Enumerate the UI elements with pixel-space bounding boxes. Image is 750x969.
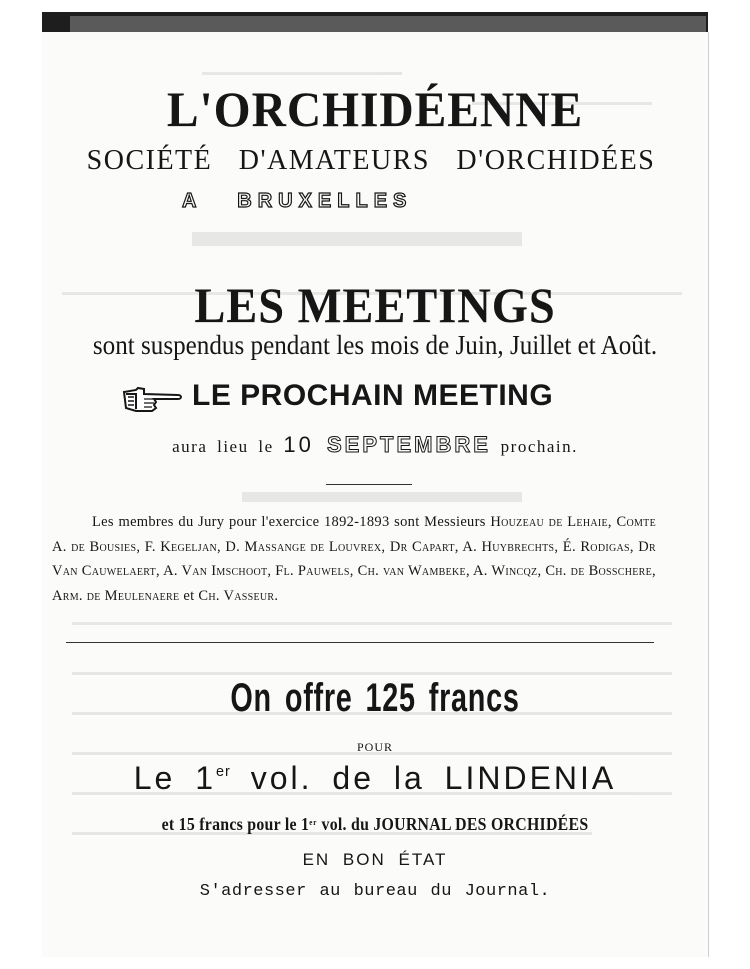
- offer-headline: On offre 125 francs: [230, 676, 520, 720]
- society-city: A BRUXELLES: [182, 190, 413, 212]
- meeting-month: SEPTEMBRE: [326, 432, 491, 457]
- offer-condition: EN BON ÉTAT: [302, 850, 448, 869]
- prochain-text: prochain.: [500, 437, 578, 456]
- jury-names: Houzeau de Lehaie, Comte A. de Bousies, F. Kegeljan, D. Massange de Louvrex, Dr Capart, A. Huybrechts, É. Rodigas, Dr Van Cauwelaert, A. Van Imschoot, Fl. Pauwels, Ch. van Wambeke, A. Wincqz, Ch. de Bosschere, Arm. de Meulenaere: [52, 514, 656, 604]
- offer-journal: [82, 814, 668, 835]
- lindenia-prefix: Le 1: [133, 760, 217, 796]
- offer-contact: S'adresser au bureau du Journal.: [199, 882, 551, 901]
- lindenia-ordinal: er: [216, 764, 231, 780]
- journal-ordinal: er: [309, 818, 318, 827]
- aura-lieu-text: aura lieu le: [172, 437, 274, 456]
- lindenia-title: vol. de la LINDENIA: [250, 760, 617, 796]
- meeting-date: [283, 432, 491, 457]
- next-meeting-row: [122, 379, 642, 419]
- meetings-heading: LES MEETINGS: [194, 277, 556, 333]
- next-meeting-heading: LE PROCHAIN MEETING: [192, 379, 554, 412]
- jury-intro: Les membres du Jury pour l'exercice 1892-1893 sont Messieurs: [92, 514, 486, 530]
- advertisement-page: [42, 32, 709, 957]
- journal-title: vol. du JOURNAL DES ORCHIDÉES: [321, 814, 589, 834]
- divider-long: [66, 642, 654, 643]
- page-title: L'ORCHIDÉENNE: [166, 81, 584, 137]
- offer-pour: POUR: [356, 740, 393, 754]
- jury-connector: et: [183, 587, 195, 604]
- society-name: SOCIÉTÉ D'AMATEURS D'ORCHIDÉES: [86, 145, 656, 176]
- jury-paragraph: [52, 510, 656, 608]
- pointing-hand-icon: [122, 385, 184, 413]
- next-meeting-date-line: [42, 432, 708, 458]
- journal-prefix: et 15 francs pour le 1: [161, 814, 310, 834]
- offer-lindenia: [42, 760, 708, 797]
- divider-short: [326, 484, 412, 485]
- jury-last-name: Ch. Vasseur.: [198, 587, 279, 604]
- meetings-suspended-text: sont suspendus pendant les mois de Juin, Juillet et Août.: [92, 330, 658, 360]
- meeting-day: 10: [283, 432, 314, 457]
